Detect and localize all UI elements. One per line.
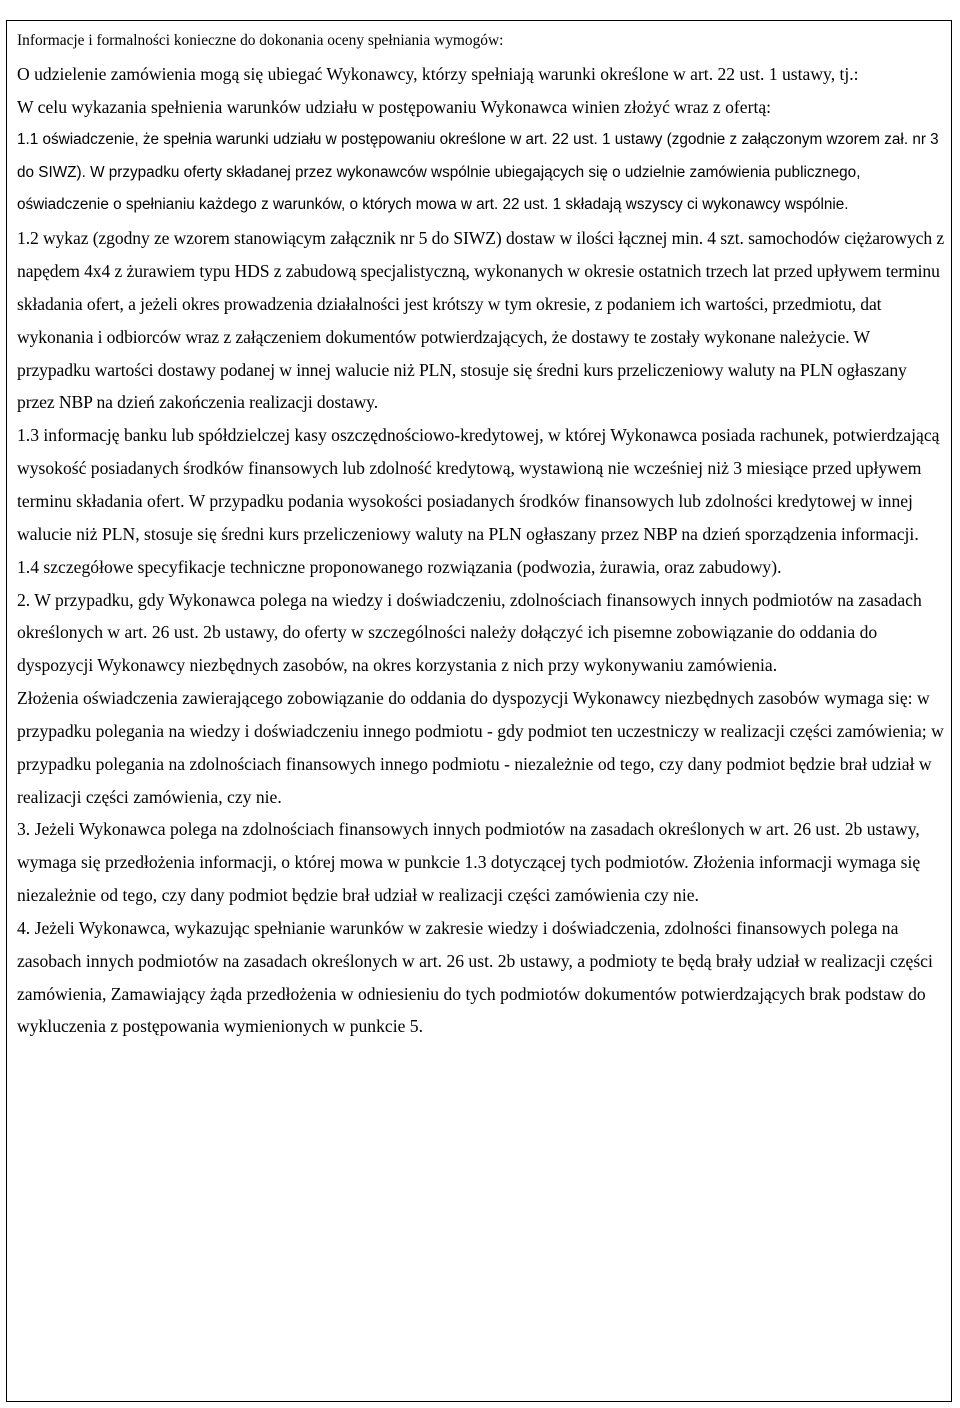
paragraph-requirements: W celu wykazania spełnienia warunków udziału w postępowaniu Wykonawca winien złożyć wraz z ofertą: [17,96,772,117]
paragraph-1-3: 1.3 informację banku lub spółdzielczej kasy oszczędnościowo-kredytowej, w której Wykonawca posiada rachunek, potwierdzającą wysokość posiadanych środków finansowych lub zdolność kredytową, wystawioną nie wcześniej niż 3 miesiące przed upływem terminu składania ofert. W przypadku podania wysokości posiadanych środków finansowych lub zdolności kredytowej w innej walucie niż PLN, stosuje się średni kurs przeliczeniowy waluty na PLN ogłaszany przez NBP na dzień sporządzenia informacji. [17,425,940,544]
paragraph-1-1: 1.1 oświadczenie, że spełnia warunki udziału w postępowaniu określone w art. 22 ust. 1 ustawy (zgodnie z załączonym wzorem zał. nr 3 do SIWZ). W przypadku oferty składanej przez wykonawców wspólnie ubiegających się o udzielnie zamówienia publicznego, oświadczenie o spełnianiu każdego z warunków, o których mowa w art. 22 ust. 1 składają wszyscy ci wykonawcy wspólnie. [17,130,939,214]
paragraph-3: 3. Jeżeli Wykonawca polega na zdolnościach finansowych innych podmiotów na zasadach określonych w art. 26 ust. 2b ustawy, wymaga się przedłożenia informacji, o której mowa w punkcie 1.3 dotyczącej tych podmiotów. Złożenia informacji wymaga się niezależnie od tego, czy dany podmiot będzie brał udział w realizacji części zamówienia czy nie. [17,819,921,906]
section-heading: Informacje i formalności konieczne do dokonania oceny spełniania wymogów: [17,32,504,49]
paragraph-intro: O udzielenie zamówienia mogą się ubiegać Wykonawcy, którzy spełniają warunki określone w art. 22 ust. 1 ustawy, tj.: [17,64,859,84]
paragraph-1-4: 1.4 szczegółowe specyfikacje techniczne proponowanego rozwiązania (podwozia, żurawia, oraz zabudowy). [17,556,782,577]
paragraph-1-2: 1.2 wykaz (zgodny ze wzorem stanowiącym załącznik nr 5 do SIWZ) dostaw w ilości łącznej min. 4 szt. samochodów ciężarowych z napędem 4x4 z żurawiem typu HDS z zabudową specjalistyczną, wykonanych w okresie ostatnich trzech lat przed upływem terminu składania ofert, a jeżeli okres prowadzenia działalności jest krótszy w tym okresie, z podaniem ich wartości, przedmiotu, dat wykonania i odbiorców wraz z załączeniem dokumentów potwierdzających, że dostawy te zostały wykonane należycie. W przypadku wartości dostawy podanej w innej walucie niż PLN, stosuje się średni kurs przeliczeniowy waluty na PLN ogłaszany przez NBP na dzień zakończenia realizacji dostawy. [17,228,945,413]
paragraph-4: 4. Jeżeli Wykonawca, wykazując spełnianie warunków w zakresie wiedzy i doświadczenia, zdolności finansowych polega na zasobach innych podmiotów na zasadach określonych w art. 26 ust. 2b ustawy, a podmioty te będą brały udział w realizacji części zamówienia, Zamawiający żąda przedłożenia w odniesieniu do tych podmiotów dokumentów potwierdzających brak podstaw do wykluczenia z postępowania wymienionych w punkcie 5. [17,917,933,1037]
document-body [17,30,947,1043]
paragraph-zlozenia: Złożenia oświadczenia zawierającego zobowiązanie do oddania do dyspozycji Wykonawcy niezbędnych zasobów wymaga się: w przypadku polegania na wiedzy i doświadczeniu innego podmiotu - gdy podmiot ten uczestniczy w realizacji części zamówienia; w przypadku polegania na zdolnościach finansowych innego podmiotu - niezależnie od tego, czy dany podmiot będzie brał udział w realizacji części zamówienia, czy nie. [17,688,944,807]
paragraph-2: 2. W przypadku, gdy Wykonawca polega na wiedzy i doświadczeniu, zdolnościach finansowych innych podmiotów na zasadach określonych w art. 26 ust. 2b ustawy, do oferty w szczególności należy dołączyć ich pisemne zobowiązanie do oddania do dyspozycji Wykonawcy niezbędnych zasobów, na okres korzystania z nich przy wykonywaniu zamówienia. [17,589,922,676]
